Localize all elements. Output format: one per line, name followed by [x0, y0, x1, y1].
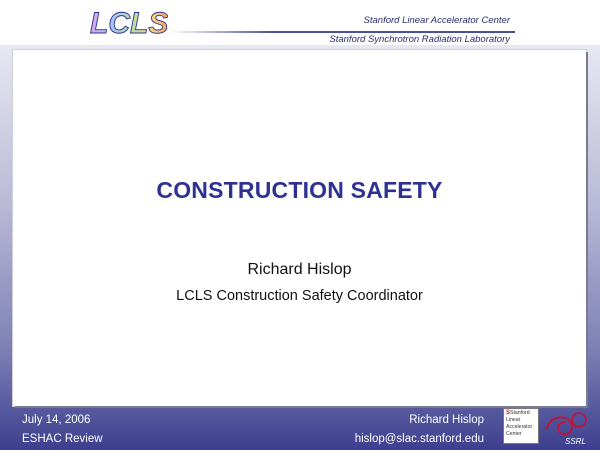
presenter-role: LCLS Construction Safety Coordinator — [176, 288, 423, 304]
lab-name-slac: Stanford Linear Accelerator Center — [363, 15, 510, 26]
slac-ssrl-logo — [503, 408, 593, 446]
slac-logo-word: Center — [506, 431, 522, 437]
footer-date: July 14, 2006 — [22, 414, 91, 426]
slac-logo-line — [506, 424, 537, 431]
lcls-logo — [88, 4, 168, 38]
slac-logo-line — [506, 417, 537, 424]
lab-name-ssrl: Stanford Synchrotron Radiation Laboratory — [329, 34, 510, 45]
footer-email: hislop@slac.stanford.edu — [354, 433, 484, 445]
footer-event: ESHAC Review — [22, 433, 103, 445]
slac-logo-line — [506, 431, 537, 438]
ssrl-logo-text: SSRL — [565, 437, 586, 446]
header-rule — [170, 31, 515, 33]
lcls-logo-text: LCLS — [90, 7, 168, 38]
footer-presenter: Richard Hislop — [409, 414, 484, 426]
slac-logo-word: Accelerator — [506, 424, 533, 430]
slac-logo-box — [503, 408, 539, 444]
slide-content-panel — [13, 50, 586, 406]
header-bar — [0, 0, 600, 45]
slac-logo-word: Linear — [506, 417, 521, 423]
presenter-name: Richard Hislop — [247, 261, 352, 278]
slac-logo-line: SStanford — [506, 410, 530, 416]
ssrl-logo-icon — [541, 408, 593, 446]
slide-title: CONSTRUCTION SAFETY — [156, 177, 443, 203]
slac-logo-word: Stanford — [510, 410, 530, 416]
